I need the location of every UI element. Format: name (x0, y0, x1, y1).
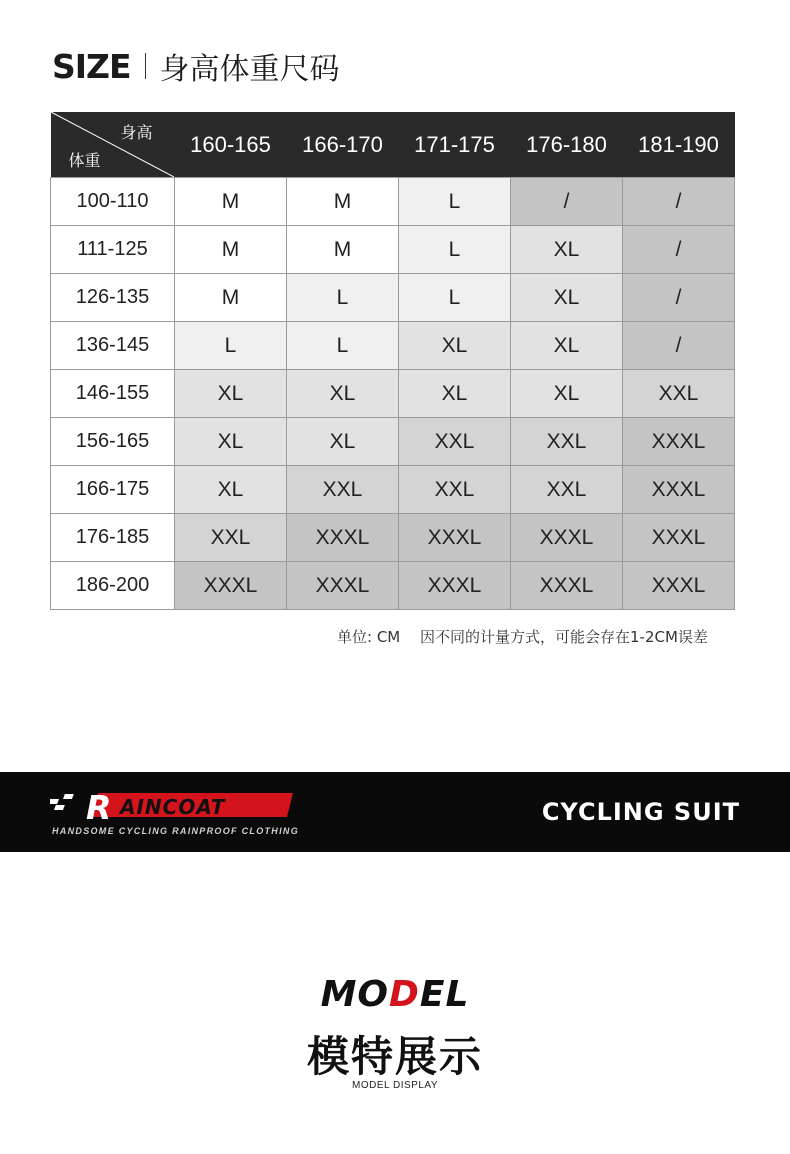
brand-logo (50, 788, 295, 826)
title-cn: 身高体重尺码 (159, 52, 340, 87)
size-cell: XL (175, 466, 287, 514)
brand-banner (0, 772, 790, 852)
size-cell: XL (511, 226, 623, 274)
size-cell: XXXL (623, 466, 735, 514)
table-row (51, 178, 735, 226)
size-cell: XXL (399, 466, 511, 514)
size-cell: XXL (399, 418, 511, 466)
size-cell: L (399, 226, 511, 274)
corner-height-label: 身高 (120, 125, 153, 142)
weight-cell: 100-110 (51, 178, 175, 226)
unit-note: 单位: CM (337, 628, 401, 646)
page-title (52, 44, 340, 88)
size-cell: / (511, 178, 623, 226)
model-title (0, 974, 790, 1015)
size-cell: XL (399, 370, 511, 418)
size-cell: XXXL (623, 514, 735, 562)
table-row (51, 226, 735, 274)
table-row (51, 418, 735, 466)
model-title-suffix: EL (419, 974, 470, 1015)
error-note: 因不同的计量方式，可能会存在1-2CM误差 (420, 628, 708, 646)
table-row (51, 274, 735, 322)
model-subtitle: MODEL DISPLAY (352, 1080, 438, 1091)
banner-right-text: CYCLING SUIT (541, 798, 740, 826)
table-corner-cell (51, 112, 175, 178)
table-row (51, 466, 735, 514)
logo-text: AINCOAT (120, 795, 226, 819)
size-cell: XL (511, 322, 623, 370)
size-cell: XXXL (623, 562, 735, 610)
logo-tagline: HANDSOME CYCLING RAINPROOF CLOTHING (52, 826, 299, 836)
table-row (51, 322, 735, 370)
size-cell: XL (175, 370, 287, 418)
size-cell: / (623, 226, 735, 274)
size-cell: M (287, 226, 399, 274)
size-cell: / (623, 322, 735, 370)
size-cell: XXXL (623, 418, 735, 466)
size-cell: XXL (511, 418, 623, 466)
size-cell: XXL (623, 370, 735, 418)
size-cell: XL (399, 322, 511, 370)
size-cell: XXXL (399, 514, 511, 562)
model-title-prefix: MO (320, 974, 389, 1015)
weight-cell: 146-155 (51, 370, 175, 418)
table-row (51, 562, 735, 610)
size-cell: XXXL (287, 514, 399, 562)
size-cell: / (623, 274, 735, 322)
weight-cell: 111-125 (51, 226, 175, 274)
weight-cell: 156-165 (51, 418, 175, 466)
size-cell: XXXL (399, 562, 511, 610)
size-cell: XXXL (287, 562, 399, 610)
size-cell: XL (511, 370, 623, 418)
size-cell: XXL (287, 466, 399, 514)
size-cell: M (175, 274, 287, 322)
height-header: 181-190 (623, 112, 735, 178)
height-header: 176-180 (511, 112, 623, 178)
size-cell: XL (287, 370, 399, 418)
size-cell: L (175, 322, 287, 370)
size-cell: L (287, 274, 399, 322)
size-cell: XL (175, 418, 287, 466)
title-divider (145, 53, 146, 79)
size-cell: M (175, 226, 287, 274)
table-row (51, 370, 735, 418)
size-chart-table (50, 112, 735, 610)
model-title-highlight: D (389, 974, 420, 1015)
table-row (51, 514, 735, 562)
height-header: 160-165 (175, 112, 287, 178)
weight-cell: 186-200 (51, 562, 175, 610)
size-cell: XXXL (511, 514, 623, 562)
size-cell: XXL (511, 466, 623, 514)
size-cell: M (175, 178, 287, 226)
size-cell: XXL (175, 514, 287, 562)
model-title-cn: 模特展示 (306, 1032, 483, 1081)
size-cell: M (287, 178, 399, 226)
weight-cell: 136-145 (51, 322, 175, 370)
size-cell: XXXL (175, 562, 287, 610)
size-cell: XL (511, 274, 623, 322)
size-cell: / (623, 178, 735, 226)
weight-cell: 126-135 (51, 274, 175, 322)
title-en: SIZE (52, 46, 131, 86)
size-cell: XXXL (511, 562, 623, 610)
size-cell: XL (287, 418, 399, 466)
table-header-row (51, 112, 735, 178)
size-cell: L (287, 322, 399, 370)
height-header: 166-170 (287, 112, 399, 178)
size-cell: L (399, 274, 511, 322)
weight-cell: 176-185 (51, 514, 175, 562)
corner-weight-label: 体重 (68, 153, 101, 170)
size-cell: L (399, 178, 511, 226)
weight-cell: 166-175 (51, 466, 175, 514)
raincoat-logo-icon (50, 788, 295, 822)
height-header: 171-175 (399, 112, 511, 178)
logo-initial: R (86, 788, 112, 822)
